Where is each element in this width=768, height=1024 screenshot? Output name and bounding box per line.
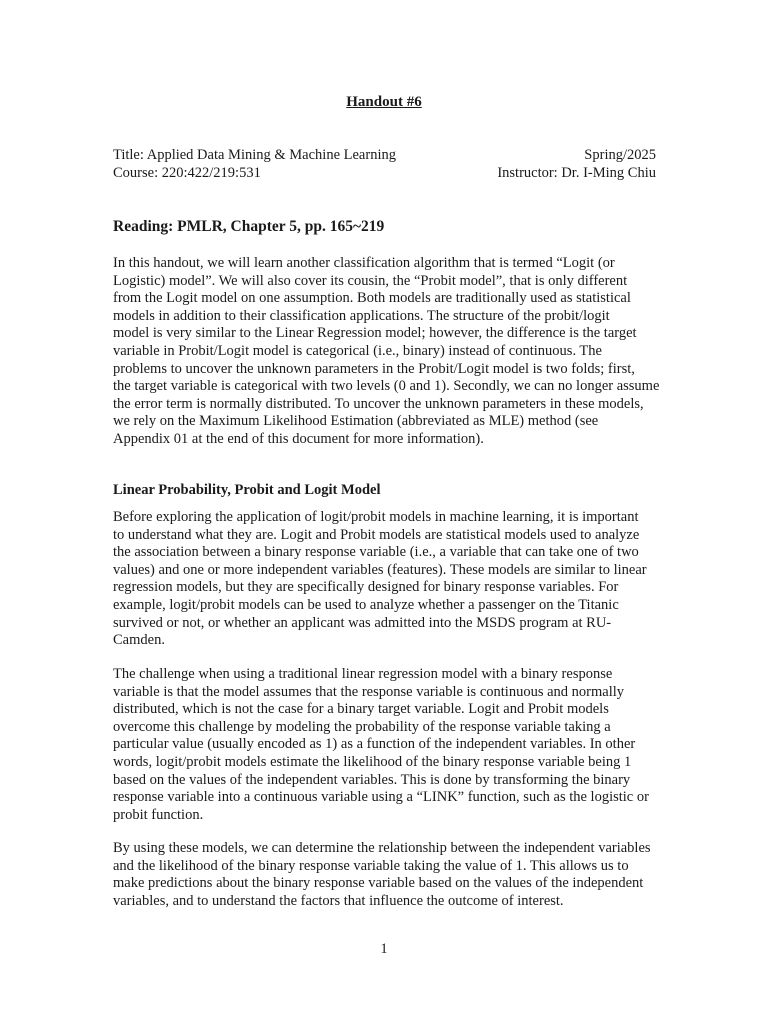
intro-line: model is very similar to the Linear Regression model; however, the difference is the target xyxy=(113,325,637,342)
page-number: 1 xyxy=(380,941,388,957)
paragraph-line: variable is that the model assumes that the response variable is continuous and normally xyxy=(113,683,624,700)
course-meta xyxy=(113,147,656,182)
intro-line: we rely on the Maximum Likelihood Estimation (abbreviated as MLE) method (see xyxy=(113,413,599,430)
intro-line: from the Logit model on one assumption. Both models are traditionally used as statistical xyxy=(113,290,631,307)
paragraph-line: based on the values of the independent variables. This is done by transforming the binary xyxy=(113,771,631,788)
meta-row-course xyxy=(113,165,656,183)
paragraph-line: make predictions about the binary response variable based on the values of the independent xyxy=(113,875,644,892)
meta-row-title xyxy=(113,147,656,165)
course-instructor: Instructor: Dr. I-Ming Chiu xyxy=(497,164,656,181)
intro-line: the target variable is categorical with two levels (0 and 1). Secondly, we can no longer assume xyxy=(113,378,660,395)
intro-line: In this handout, we will learn another classification algorithm that is termed “Logit (or xyxy=(113,255,615,271)
paragraph-line: probit function. xyxy=(113,806,204,823)
course-title: Title: Applied Data Mining & Machine Learning xyxy=(113,147,396,163)
reading-assignment: Reading: PMLR, Chapter 5, pp. 165~219 xyxy=(113,218,385,235)
course-term: Spring/2025 xyxy=(584,147,656,163)
intro-paragraph xyxy=(113,255,658,449)
paragraph-line: example, logit/probit models can be used to analyze whether a passenger on the Titanic xyxy=(113,596,619,613)
paragraph-line: The challenge when using a traditional linear regression model with a binary response xyxy=(113,666,613,682)
section-heading: Linear Probability, Probit and Logit Model xyxy=(113,482,381,498)
paragraph-line: Before exploring the application of logit/probit models in machine learning, it is important xyxy=(113,509,639,525)
paragraph-line: the association between a binary response variable (i.e., a variable that can take one of two xyxy=(113,544,639,561)
paragraph-line: Camden. xyxy=(113,632,165,649)
intro-line: problems to uncover the unknown parameters in the Probit/Logit model is two folds; first, xyxy=(113,360,635,377)
intro-line: Logistic) model”. We will also cover its cousin, the “Probit model”, that is only different xyxy=(113,272,628,289)
paragraph-line: distributed, which is not the case for a binary target variable. Logit and Probit models xyxy=(113,701,609,718)
paragraph-line: survived or not, or whether an applicant was admitted into the MSDS program at RU- xyxy=(113,614,612,631)
paragraph-line: words, logit/probit models estimate the likelihood of the binary response variable being 1 xyxy=(113,753,632,770)
paragraph-line: overcome this challenge by modeling the probability of the response variable taking a xyxy=(113,718,611,735)
paragraph-line: regression models, but they are specifically designed for binary response variables. For xyxy=(113,579,619,596)
paragraph-line: to understand what they are. Logit and Probit models are statistical models used to analyze xyxy=(113,526,640,543)
paragraph-what-they-are xyxy=(113,509,658,650)
intro-line: variable in Probit/Logit model is categorical (i.e., binary) instead of continuous. The xyxy=(113,342,602,359)
paragraph-line: and the likelihood of the binary response variable taking the value of 1. This allows us to xyxy=(113,857,629,874)
intro-line: Appendix 01 at the end of this document for more information). xyxy=(113,430,484,447)
paragraph-challenge xyxy=(113,666,658,824)
paragraph-line: By using these models, we can determine the relationship between the independent variables xyxy=(113,840,651,856)
intro-line: the error term is normally distributed. To uncover the unknown parameters in these models, xyxy=(113,395,644,412)
paragraph-line: variables, and to understand the factors that influence the outcome of interest. xyxy=(113,892,564,909)
paragraph-line: particular value (usually encoded as 1) as a function of the independent variables. In other xyxy=(113,736,636,753)
course-number: Course: 220:422/219:531 xyxy=(113,164,261,181)
paragraph-predictions xyxy=(113,840,658,910)
paragraph-line: response variable into a continuous variable using a “LINK” function, such as the logistic or xyxy=(113,789,649,806)
intro-line: models in addition to their classification applications. The structure of the probit/logit xyxy=(113,307,610,324)
paragraph-line: values) and one or more independent variables (features). These models are similar to linear xyxy=(113,561,647,578)
handout-title: Handout #6 xyxy=(346,94,422,110)
